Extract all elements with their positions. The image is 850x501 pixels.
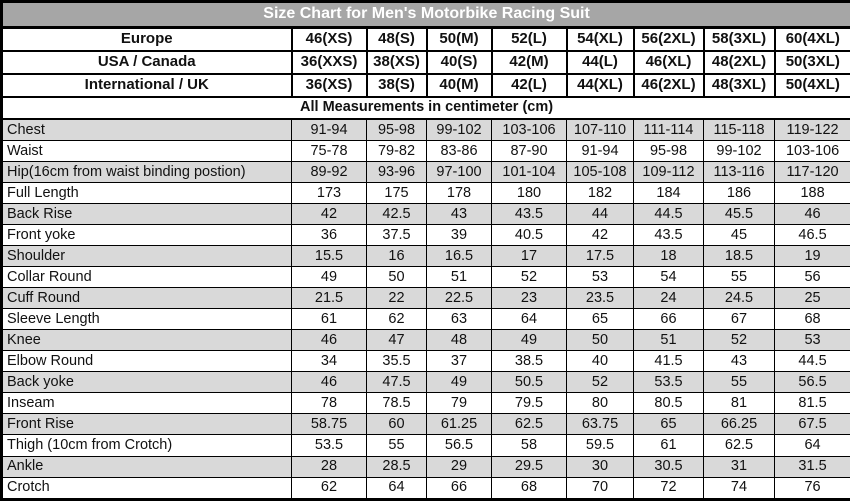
value-cell: 47.5 [367,372,427,393]
value-cell: 62.5 [492,414,567,435]
value-cell: 46.5 [775,225,850,246]
value-cell: 103-106 [492,119,567,141]
measurement-label: Full Length [2,183,292,204]
value-cell: 55 [704,372,775,393]
size-cell: 56(2XL) [634,27,704,51]
measurement-row [2,267,850,288]
value-cell: 19 [775,246,850,267]
value-cell: 49 [292,267,367,288]
units-note: All Measurements in centimeter (cm) [2,97,850,119]
value-cell: 111-114 [634,119,704,141]
measurement-label: Knee [2,330,292,351]
value-cell: 74 [704,477,775,499]
value-cell: 25 [775,288,850,309]
value-cell: 56.5 [427,435,492,456]
value-cell: 78.5 [367,393,427,414]
size-cell: 50(M) [427,27,492,51]
value-cell: 22.5 [427,288,492,309]
value-cell: 80 [567,393,634,414]
value-cell: 34 [292,351,367,372]
value-cell: 66 [634,309,704,330]
value-cell: 40 [567,351,634,372]
value-cell: 28.5 [367,456,427,477]
value-cell: 49 [492,330,567,351]
value-cell: 107-110 [567,119,634,141]
size-cell: 60(4XL) [775,27,850,51]
value-cell: 64 [492,309,567,330]
value-cell: 119-122 [775,119,850,141]
value-cell: 23.5 [567,288,634,309]
units-note-row [2,97,850,119]
value-cell: 56.5 [775,372,850,393]
value-cell: 21.5 [292,288,367,309]
measurement-label: Cuff Round [2,288,292,309]
region-label: International / UK [2,74,292,97]
value-cell: 60 [367,414,427,435]
value-cell: 47 [367,330,427,351]
value-cell: 63.75 [567,414,634,435]
size-cell: 42(M) [492,51,567,74]
value-cell: 66 [427,477,492,499]
size-cell: 44(XL) [567,74,634,97]
value-cell: 43 [704,351,775,372]
measurement-label: Shoulder [2,246,292,267]
value-cell: 99-102 [704,141,775,162]
value-cell: 64 [367,477,427,499]
chart-title: Size Chart for Men's Motorbike Racing Suit [2,2,850,28]
value-cell: 61 [634,435,704,456]
value-cell: 55 [704,267,775,288]
size-cell: 52(L) [492,27,567,51]
measurement-row [2,204,850,225]
value-cell: 109-112 [634,162,704,183]
size-cell: 36(XXS) [292,51,367,74]
measurement-label: Hip(16cm from waist binding postion) [2,162,292,183]
value-cell: 15.5 [292,246,367,267]
value-cell: 51 [634,330,704,351]
value-cell: 64 [775,435,850,456]
value-cell: 31 [704,456,775,477]
size-header-row [2,51,850,74]
value-cell: 16.5 [427,246,492,267]
measurement-row [2,162,850,183]
value-cell: 52 [704,330,775,351]
value-cell: 41.5 [634,351,704,372]
size-cell: 50(3XL) [775,51,850,74]
measurement-label: Collar Round [2,267,292,288]
measurement-label: Elbow Round [2,351,292,372]
value-cell: 30.5 [634,456,704,477]
value-cell: 40.5 [492,225,567,246]
value-cell: 115-118 [704,119,775,141]
value-cell: 89-92 [292,162,367,183]
value-cell: 53.5 [292,435,367,456]
size-cell: 38(S) [367,74,427,97]
measurement-row [2,225,850,246]
value-cell: 29.5 [492,456,567,477]
measurement-label: Waist [2,141,292,162]
size-cell: 38(XS) [367,51,427,74]
size-cell: 54(XL) [567,27,634,51]
value-cell: 42.5 [367,204,427,225]
value-cell: 16 [367,246,427,267]
value-cell: 28 [292,456,367,477]
measurement-row [2,183,850,204]
size-cell: 48(S) [367,27,427,51]
value-cell: 24.5 [704,288,775,309]
value-cell: 53.5 [634,372,704,393]
value-cell: 68 [492,477,567,499]
size-cell: 46(XS) [292,27,367,51]
value-cell: 103-106 [775,141,850,162]
measurement-row [2,456,850,477]
value-cell: 39 [427,225,492,246]
measurement-row [2,309,850,330]
region-label: Europe [2,27,292,51]
value-cell: 188 [775,183,850,204]
size-cell: 42(L) [492,74,567,97]
value-cell: 68 [775,309,850,330]
value-cell: 38.5 [492,351,567,372]
measurement-row [2,288,850,309]
value-cell: 45 [704,225,775,246]
value-cell: 56 [775,267,850,288]
value-cell: 75-78 [292,141,367,162]
size-cell: 50(4XL) [775,74,850,97]
value-cell: 117-120 [775,162,850,183]
value-cell: 65 [634,414,704,435]
measurement-row [2,414,850,435]
value-cell: 17 [492,246,567,267]
value-cell: 113-116 [704,162,775,183]
value-cell: 101-104 [492,162,567,183]
value-cell: 42 [292,204,367,225]
value-cell: 43 [427,204,492,225]
value-cell: 29 [427,456,492,477]
measurement-label: Back Rise [2,204,292,225]
value-cell: 49 [427,372,492,393]
value-cell: 23 [492,288,567,309]
measurement-row [2,372,850,393]
value-cell: 80.5 [634,393,704,414]
value-cell: 62 [367,309,427,330]
value-cell: 52 [492,267,567,288]
value-cell: 62 [292,477,367,499]
value-cell: 61 [292,309,367,330]
measurement-label: Ankle [2,456,292,477]
value-cell: 43.5 [634,225,704,246]
measurement-row [2,435,850,456]
value-cell: 63 [427,309,492,330]
value-cell: 59.5 [567,435,634,456]
value-cell: 45.5 [704,204,775,225]
value-cell: 46 [775,204,850,225]
value-cell: 105-108 [567,162,634,183]
value-cell: 24 [634,288,704,309]
value-cell: 91-94 [292,119,367,141]
value-cell: 36 [292,225,367,246]
value-cell: 50 [367,267,427,288]
value-cell: 99-102 [427,119,492,141]
value-cell: 17.5 [567,246,634,267]
size-cell: 48(2XL) [704,51,775,74]
value-cell: 97-100 [427,162,492,183]
size-cell: 46(2XL) [634,74,704,97]
value-cell: 54 [634,267,704,288]
size-header-row [2,27,850,51]
size-cell: 48(3XL) [704,74,775,97]
measurement-row [2,477,850,499]
value-cell: 81.5 [775,393,850,414]
value-cell: 46 [292,330,367,351]
value-cell: 18 [634,246,704,267]
value-cell: 91-94 [567,141,634,162]
value-cell: 182 [567,183,634,204]
measurement-label: Front Rise [2,414,292,435]
value-cell: 95-98 [634,141,704,162]
value-cell: 186 [704,183,775,204]
value-cell: 37 [427,351,492,372]
value-cell: 53 [775,330,850,351]
value-cell: 42 [567,225,634,246]
measurement-row [2,393,850,414]
value-cell: 18.5 [704,246,775,267]
measurement-label: Crotch [2,477,292,499]
value-cell: 58 [492,435,567,456]
measurement-label: Sleeve Length [2,309,292,330]
region-label: USA / Canada [2,51,292,74]
value-cell: 67 [704,309,775,330]
value-cell: 61.25 [427,414,492,435]
value-cell: 35.5 [367,351,427,372]
value-cell: 83-86 [427,141,492,162]
measurement-label: Back yoke [2,372,292,393]
measurement-label: Inseam [2,393,292,414]
value-cell: 66.25 [704,414,775,435]
value-cell: 43.5 [492,204,567,225]
size-header-row [2,74,850,97]
measurement-row [2,246,850,267]
value-cell: 76 [775,477,850,499]
measurement-label: Front yoke [2,225,292,246]
value-cell: 79.5 [492,393,567,414]
measurement-label: Chest [2,119,292,141]
value-cell: 184 [634,183,704,204]
measurement-row [2,330,850,351]
value-cell: 62.5 [704,435,775,456]
value-cell: 22 [367,288,427,309]
size-cell: 46(XL) [634,51,704,74]
value-cell: 31.5 [775,456,850,477]
value-cell: 30 [567,456,634,477]
value-cell: 95-98 [367,119,427,141]
value-cell: 70 [567,477,634,499]
value-cell: 44 [567,204,634,225]
value-cell: 53 [567,267,634,288]
measurement-label: Thigh (10cm from Crotch) [2,435,292,456]
measurement-row [2,141,850,162]
size-cell: 58(3XL) [704,27,775,51]
value-cell: 72 [634,477,704,499]
value-cell: 58.75 [292,414,367,435]
value-cell: 87-90 [492,141,567,162]
value-cell: 81 [704,393,775,414]
size-cell: 40(S) [427,51,492,74]
value-cell: 67.5 [775,414,850,435]
value-cell: 178 [427,183,492,204]
value-cell: 46 [292,372,367,393]
value-cell: 55 [367,435,427,456]
value-cell: 50.5 [492,372,567,393]
value-cell: 44.5 [775,351,850,372]
measurement-row [2,119,850,141]
value-cell: 93-96 [367,162,427,183]
value-cell: 37.5 [367,225,427,246]
value-cell: 48 [427,330,492,351]
value-cell: 50 [567,330,634,351]
value-cell: 65 [567,309,634,330]
value-cell: 78 [292,393,367,414]
value-cell: 44.5 [634,204,704,225]
size-cell: 44(L) [567,51,634,74]
measurement-row [2,351,850,372]
value-cell: 173 [292,183,367,204]
value-cell: 52 [567,372,634,393]
size-cell: 40(M) [427,74,492,97]
value-cell: 79 [427,393,492,414]
value-cell: 79-82 [367,141,427,162]
value-cell: 180 [492,183,567,204]
title-row [2,2,850,28]
size-cell: 36(XS) [292,74,367,97]
value-cell: 175 [367,183,427,204]
value-cell: 51 [427,267,492,288]
